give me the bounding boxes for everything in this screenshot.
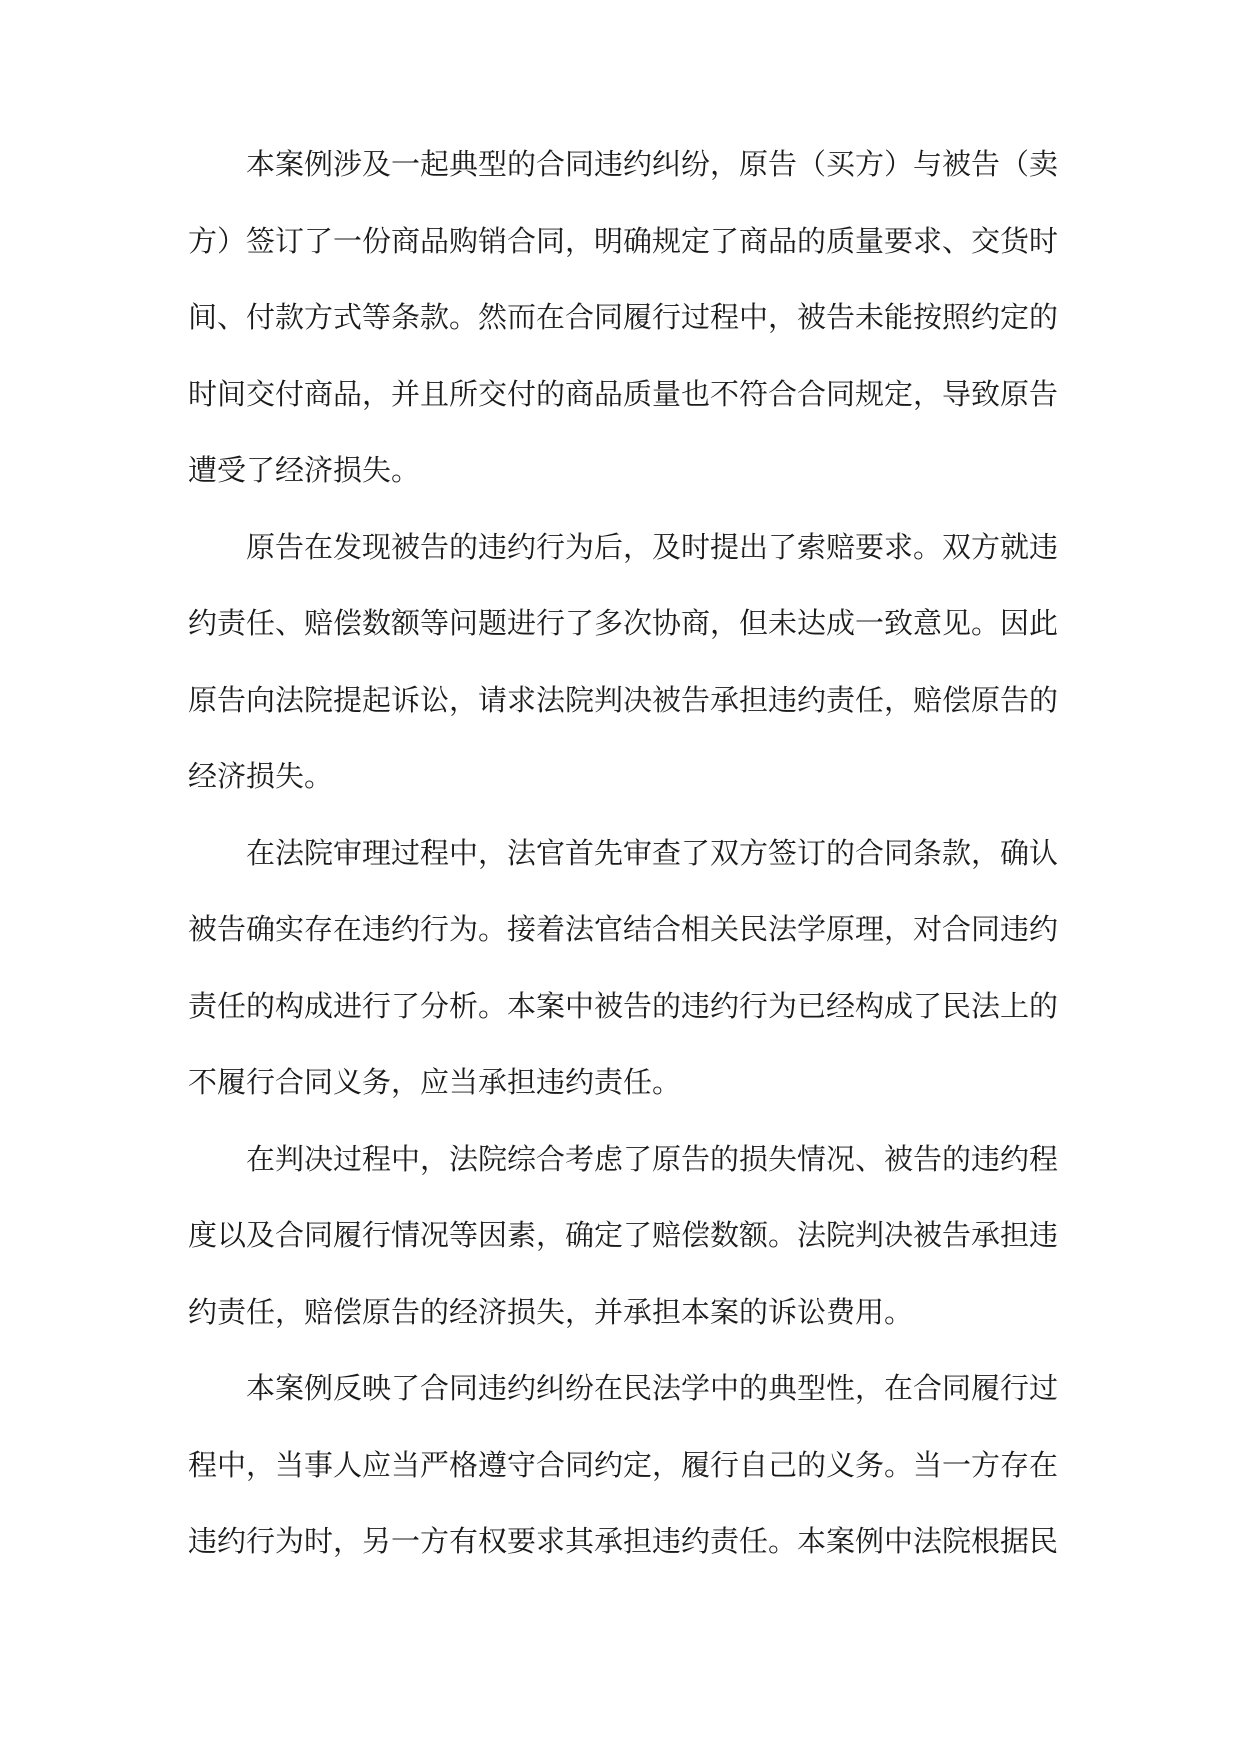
text-line: 原告在发现被告的违约行为后，及时提出了索赔要求。双方就违: [246, 529, 1059, 564]
text-line: 约责任，赔偿原告的经济损失，并承担本案的诉讼费用。: [188, 1294, 914, 1329]
paragraph-5: [188, 1369, 1059, 1599]
paragraph-2: [188, 528, 1059, 834]
text-line: 度以及合同履行情况等因素，确定了赔偿数额。法院判决被告承担违: [188, 1218, 1059, 1252]
text-line: 在法院审理过程中，法官首先审查了双方签订的合同条款，确认: [246, 835, 1059, 870]
text-line: 遭受了经济损失。: [188, 453, 421, 487]
paragraph-3: [188, 834, 1059, 1140]
text-line: 本案例反映了合同违约纠纷在民法学中的典型性，在合同履行过: [246, 1371, 1059, 1405]
text-line: 本案例涉及一起典型的合同违约纠纷，原告（买方）与被告（卖: [246, 147, 1059, 181]
text-line: 不履行合同义务，应当承担违约责任。: [188, 1065, 682, 1099]
paragraph-1: [188, 145, 1059, 528]
text-line: 时间交付商品，并且所交付的商品质量也不符合合同规定，导致原告: [188, 376, 1059, 411]
text-line: 间、付款方式等条款。然而在合同履行过程中，被告未能按照约定的: [188, 300, 1059, 334]
text-line: 方）签订了一份商品购销合同，明确规定了商品的质量要求、交货时: [188, 223, 1059, 258]
text-line: 责任的构成进行了分析。本案中被告的违约行为已经构成了民法上的: [188, 988, 1059, 1023]
text-line: 程中，当事人应当严格遵守合同约定，履行自己的义务。当一方存在: [188, 1447, 1059, 1482]
text-line: 违约行为时，另一方有权要求其承担违约责任。本案例中法院根据民: [188, 1524, 1059, 1558]
text-line: 被告确实存在违约行为。接着法官结合相关民法学原理，对合同违约: [188, 912, 1059, 946]
document-body: [188, 145, 1059, 1599]
text-line: 在判决过程中，法院综合考虑了原告的损失情况、被告的违约程: [246, 1141, 1059, 1176]
text-line: 约责任、赔偿数额等问题进行了多次协商，但未达成一致意见。因此: [188, 606, 1059, 640]
paragraph-4: [188, 1140, 1059, 1370]
text-line: 经济损失。: [188, 759, 334, 793]
text-line: 原告向法院提起诉讼，请求法院判决被告承担违约责任，赔偿原告的: [188, 682, 1059, 717]
